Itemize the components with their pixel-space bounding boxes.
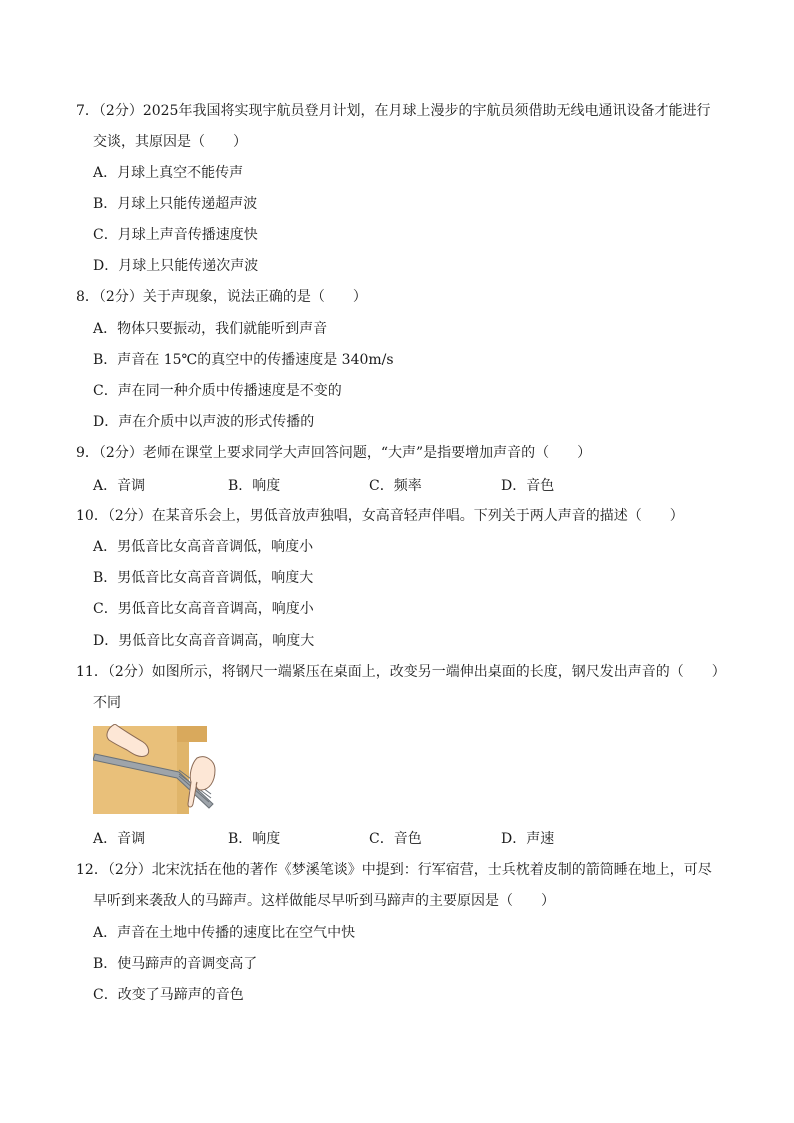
question-11-option-c: C．音色 [369,831,422,847]
question-9-option-c: C．频率 [369,478,422,494]
question-11-option-a: A．音调 [93,831,146,847]
question-7-option-a: A．月球上真空不能传声 [93,165,244,181]
question-9-option-b: B．响度 [228,478,281,494]
question-8-option-d: D．声在介质中以声波的形式传播的 [93,414,315,430]
question-7-option-c: C．月球上声音传播速度快 [93,227,258,243]
question-8-option-b: B．声音在 15℃的真空中的传播速度是 340m/s [93,352,394,368]
question-9-option-a: A．音调 [93,478,146,494]
question-8-stem: 8．（2分）关于声现象，说法正确的是（ ） [76,289,367,305]
question-9-stem: 9．（2分）老师在课堂上要求同学大声回答问题，“大声”是指要增加声音的（ ） [76,445,592,461]
question-8-option-c: C．声在同一种介质中传播速度是不变的 [93,383,342,399]
question-12-option-c: C．改变了马蹄声的音色 [93,987,244,1003]
question-11-stem-cont: 不同 [93,695,121,711]
question-10-option-c: C．男低音比女高音音调高，响度小 [93,601,314,617]
question-11-option-d: D．声速 [501,831,555,847]
ruler-on-table-illustration [93,724,217,814]
question-7-stem-cont: 交谈，其原因是（ ） [93,134,247,150]
question-12-option-a: A．声音在土地中传播的速度比在空气中快 [93,925,356,941]
question-11-option-b: B．响度 [228,831,281,847]
question-12-stem-cont: 早听到来袭敌人的马蹄声。这样做能尽早听到马蹄声的主要原因是（ ） [93,893,555,909]
question-12-stem: 12．（2分）北宋沈括在他的著作《梦溪笔谈》中提到：行军宿营，士兵枕着皮制的箭筒睡在地上，可尽 [76,862,712,878]
question-10-option-a: A．男低音比女高音音调低，响度小 [93,539,314,555]
question-8-option-a: A．物体只要振动，我们就能听到声音 [93,321,328,337]
question-9-option-d: D．音色 [501,478,555,494]
question-7-stem: 7．（2分）2025年我国将实现宇航员登月计划，在月球上漫步的宇航员须借助无线电通讯设备才能进行 [76,103,711,119]
ruler-on-table-figure [93,724,217,814]
question-10-stem: 10．（2分）在某音乐会上，男低音放声独唱，女高音轻声伴唱。下列关于两人声音的描述（ ） [76,508,684,524]
question-7-option-b: B．月球上只能传递超声波 [93,196,258,212]
question-10-option-d: D．男低音比女高音音调高，响度大 [93,633,315,649]
question-11-stem: 11．（2分）如图所示，将钢尺一端紧压在桌面上，改变另一端伸出桌面的长度，钢尺发出声音的（ ） [76,664,726,680]
question-10-option-b: B．男低音比女高音音调低，响度大 [93,570,314,586]
question-7-option-d: D．月球上只能传递次声波 [93,258,259,274]
question-12-option-b: B．使马蹄声的音调变高了 [93,956,258,972]
table-leg [177,726,207,742]
